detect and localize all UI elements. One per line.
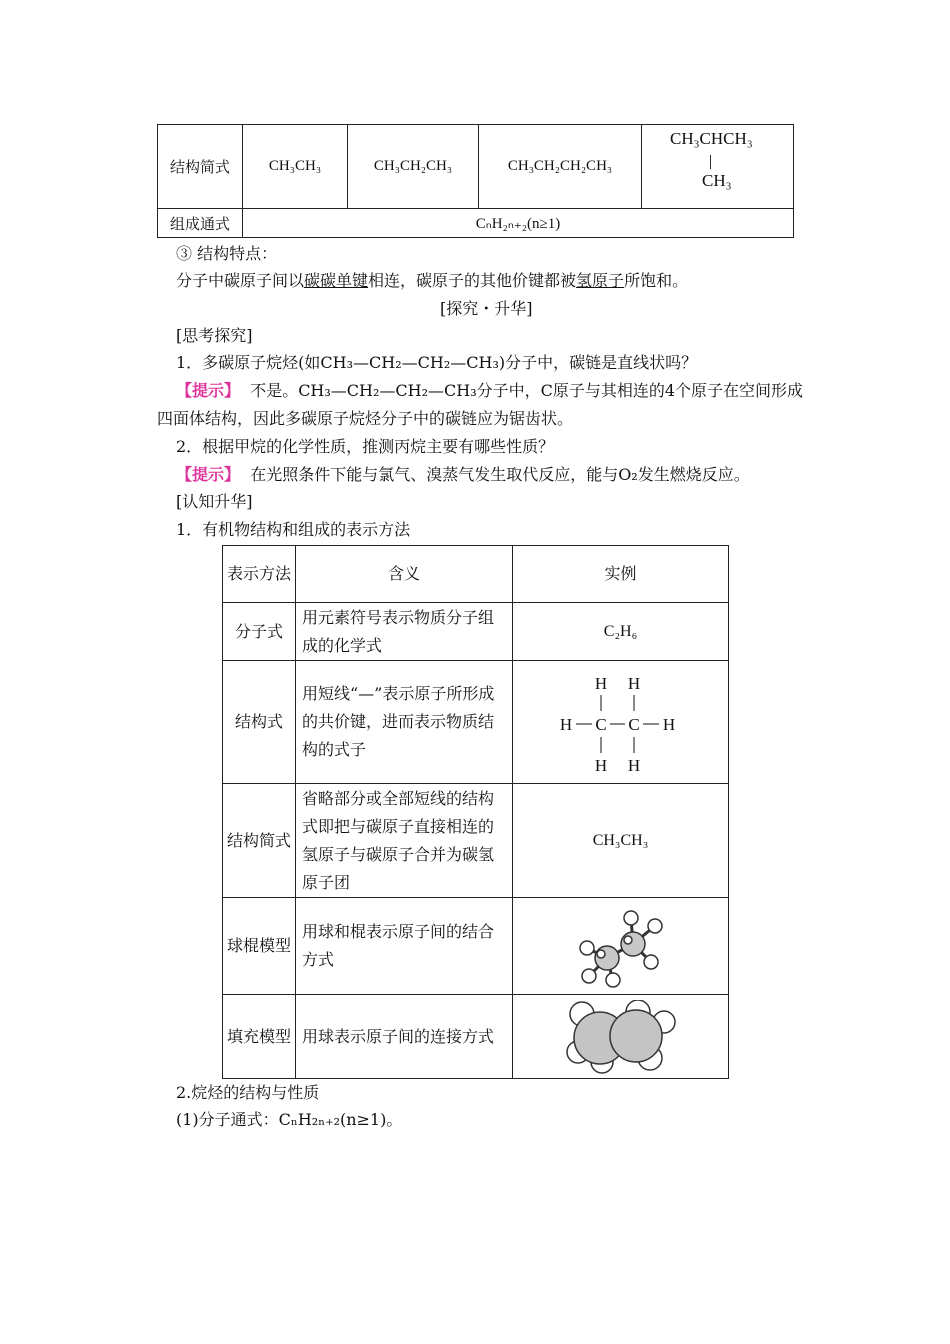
isobutane-cell — [642, 125, 794, 209]
structure-features-text: 分子中碳原子间以碳碳单键相连，碳原子的其他价键都被氢原子所饱和。 — [176, 271, 689, 290]
row-meaning: 用短线“—”表示原子所形成的共价键，进而表示物质结构的式子 — [296, 661, 513, 784]
c-atom: C — [627, 715, 640, 734]
row-meaning: 用球表示原子间的连接方式 — [296, 995, 513, 1079]
h-ball — [580, 941, 594, 955]
h-ball — [624, 911, 638, 925]
list-title: 1．有机物结构和组成的表示方法 — [176, 520, 411, 539]
row-example: C₂H₆ — [513, 603, 729, 661]
isobutane-top: CH₃CHCH₃ — [670, 129, 753, 148]
h-atom: H — [662, 715, 675, 734]
answer-1-line-1: 【提示】 不是。CH₃—CH₂—CH₂—CH₃分子中，C原子与其相连的4个原子在空间形成 — [176, 381, 804, 400]
h-atom: H — [594, 756, 607, 775]
recognize-heading: [认知升华] — [176, 492, 253, 511]
c-sphere — [610, 1010, 662, 1062]
question-2: 2．根据甲烷的化学性质，推测丙烷主要有哪些性质？ — [176, 437, 555, 456]
question-1: 1．多碳原子烷烃(如CH₃—CH₂—CH₂—CH₃)分子中，碳链是直线状吗？ — [176, 353, 698, 372]
representation-table — [222, 545, 729, 1079]
tip-label: 【提示】 — [176, 381, 241, 400]
row-name: 填充模型 — [223, 995, 296, 1079]
c-atom: C — [594, 715, 607, 734]
ethane-structural-formula — [513, 661, 729, 784]
section-2-formula: (1)分子通式：CₙH₂ₙ₊₂(n≥1)。 — [176, 1110, 403, 1129]
row-name: 结构式 — [223, 661, 296, 784]
h-atom: H — [594, 674, 607, 693]
h-atom: H — [559, 715, 572, 734]
tip-label: 【提示】 — [176, 465, 241, 484]
ethane-cell: CH₃CH₃ — [243, 125, 348, 209]
row-label-general-formula: 组成通式 — [158, 209, 243, 238]
space-filling-model-cell — [513, 995, 729, 1079]
h-atom: H — [627, 674, 640, 693]
row-name: 分子式 — [223, 603, 296, 661]
row-meaning: 用球和棍表示原子间的结合方式 — [296, 898, 513, 995]
h-ball — [624, 936, 632, 944]
row-label-structural-simplified: 结构简式 — [158, 125, 243, 209]
think-heading: [思考探究] — [176, 326, 253, 345]
h-ball — [597, 950, 605, 958]
ball-stick-model-image — [571, 904, 671, 988]
section-2-title: 2.烷烃的结构与性质 — [176, 1083, 320, 1102]
h-ball — [644, 955, 658, 969]
ball-stick-model-cell — [513, 898, 729, 995]
answer-2: 【提示】 在光照条件下能与氯气、溴蒸气发生取代反应，能与O₂发生燃烧反应。 — [176, 465, 750, 484]
h-ball — [606, 973, 620, 987]
general-formula-cell: CₙH₂ₙ₊₂(n≥1) — [243, 209, 794, 238]
answer-1-line-2: 四面体结构，因此多碳原子烷烃分子中的碳链应为锯齿状。 — [157, 409, 574, 428]
space-filling-model-image — [566, 1000, 676, 1074]
alkane-table — [157, 124, 794, 238]
row-name: 球棍模型 — [223, 898, 296, 995]
row-name: 结构简式 — [223, 784, 296, 898]
butane-cell: CH₃CH₂CH₂CH₃ — [479, 125, 642, 209]
h-ball — [648, 919, 662, 933]
header-example: 实例 — [513, 546, 729, 603]
header-method: 表示方法 — [223, 546, 296, 603]
explore-heading: [探究・升华] — [440, 299, 533, 318]
ethane-structure-diagram — [546, 667, 696, 777]
c-ball — [621, 932, 645, 956]
row-meaning: 用元素符号表示物质分子组成的化学式 — [296, 603, 513, 661]
row-meaning: 省略部分或全部短线的结构式即把与碳原子直接相连的氢原子与碳原子合并为碳氢原子团 — [296, 784, 513, 898]
h-ball — [582, 969, 596, 983]
structure-features-title: ③ 结构特点： — [176, 244, 278, 263]
isobutane-bottom: CH₃ — [702, 171, 732, 190]
header-meaning: 含义 — [296, 546, 513, 603]
isobutane-bond — [710, 155, 711, 169]
propane-cell: CH₃CH₂CH₃ — [348, 125, 479, 209]
row-example: CH₃CH₃ — [513, 784, 729, 898]
h-atom: H — [627, 756, 640, 775]
